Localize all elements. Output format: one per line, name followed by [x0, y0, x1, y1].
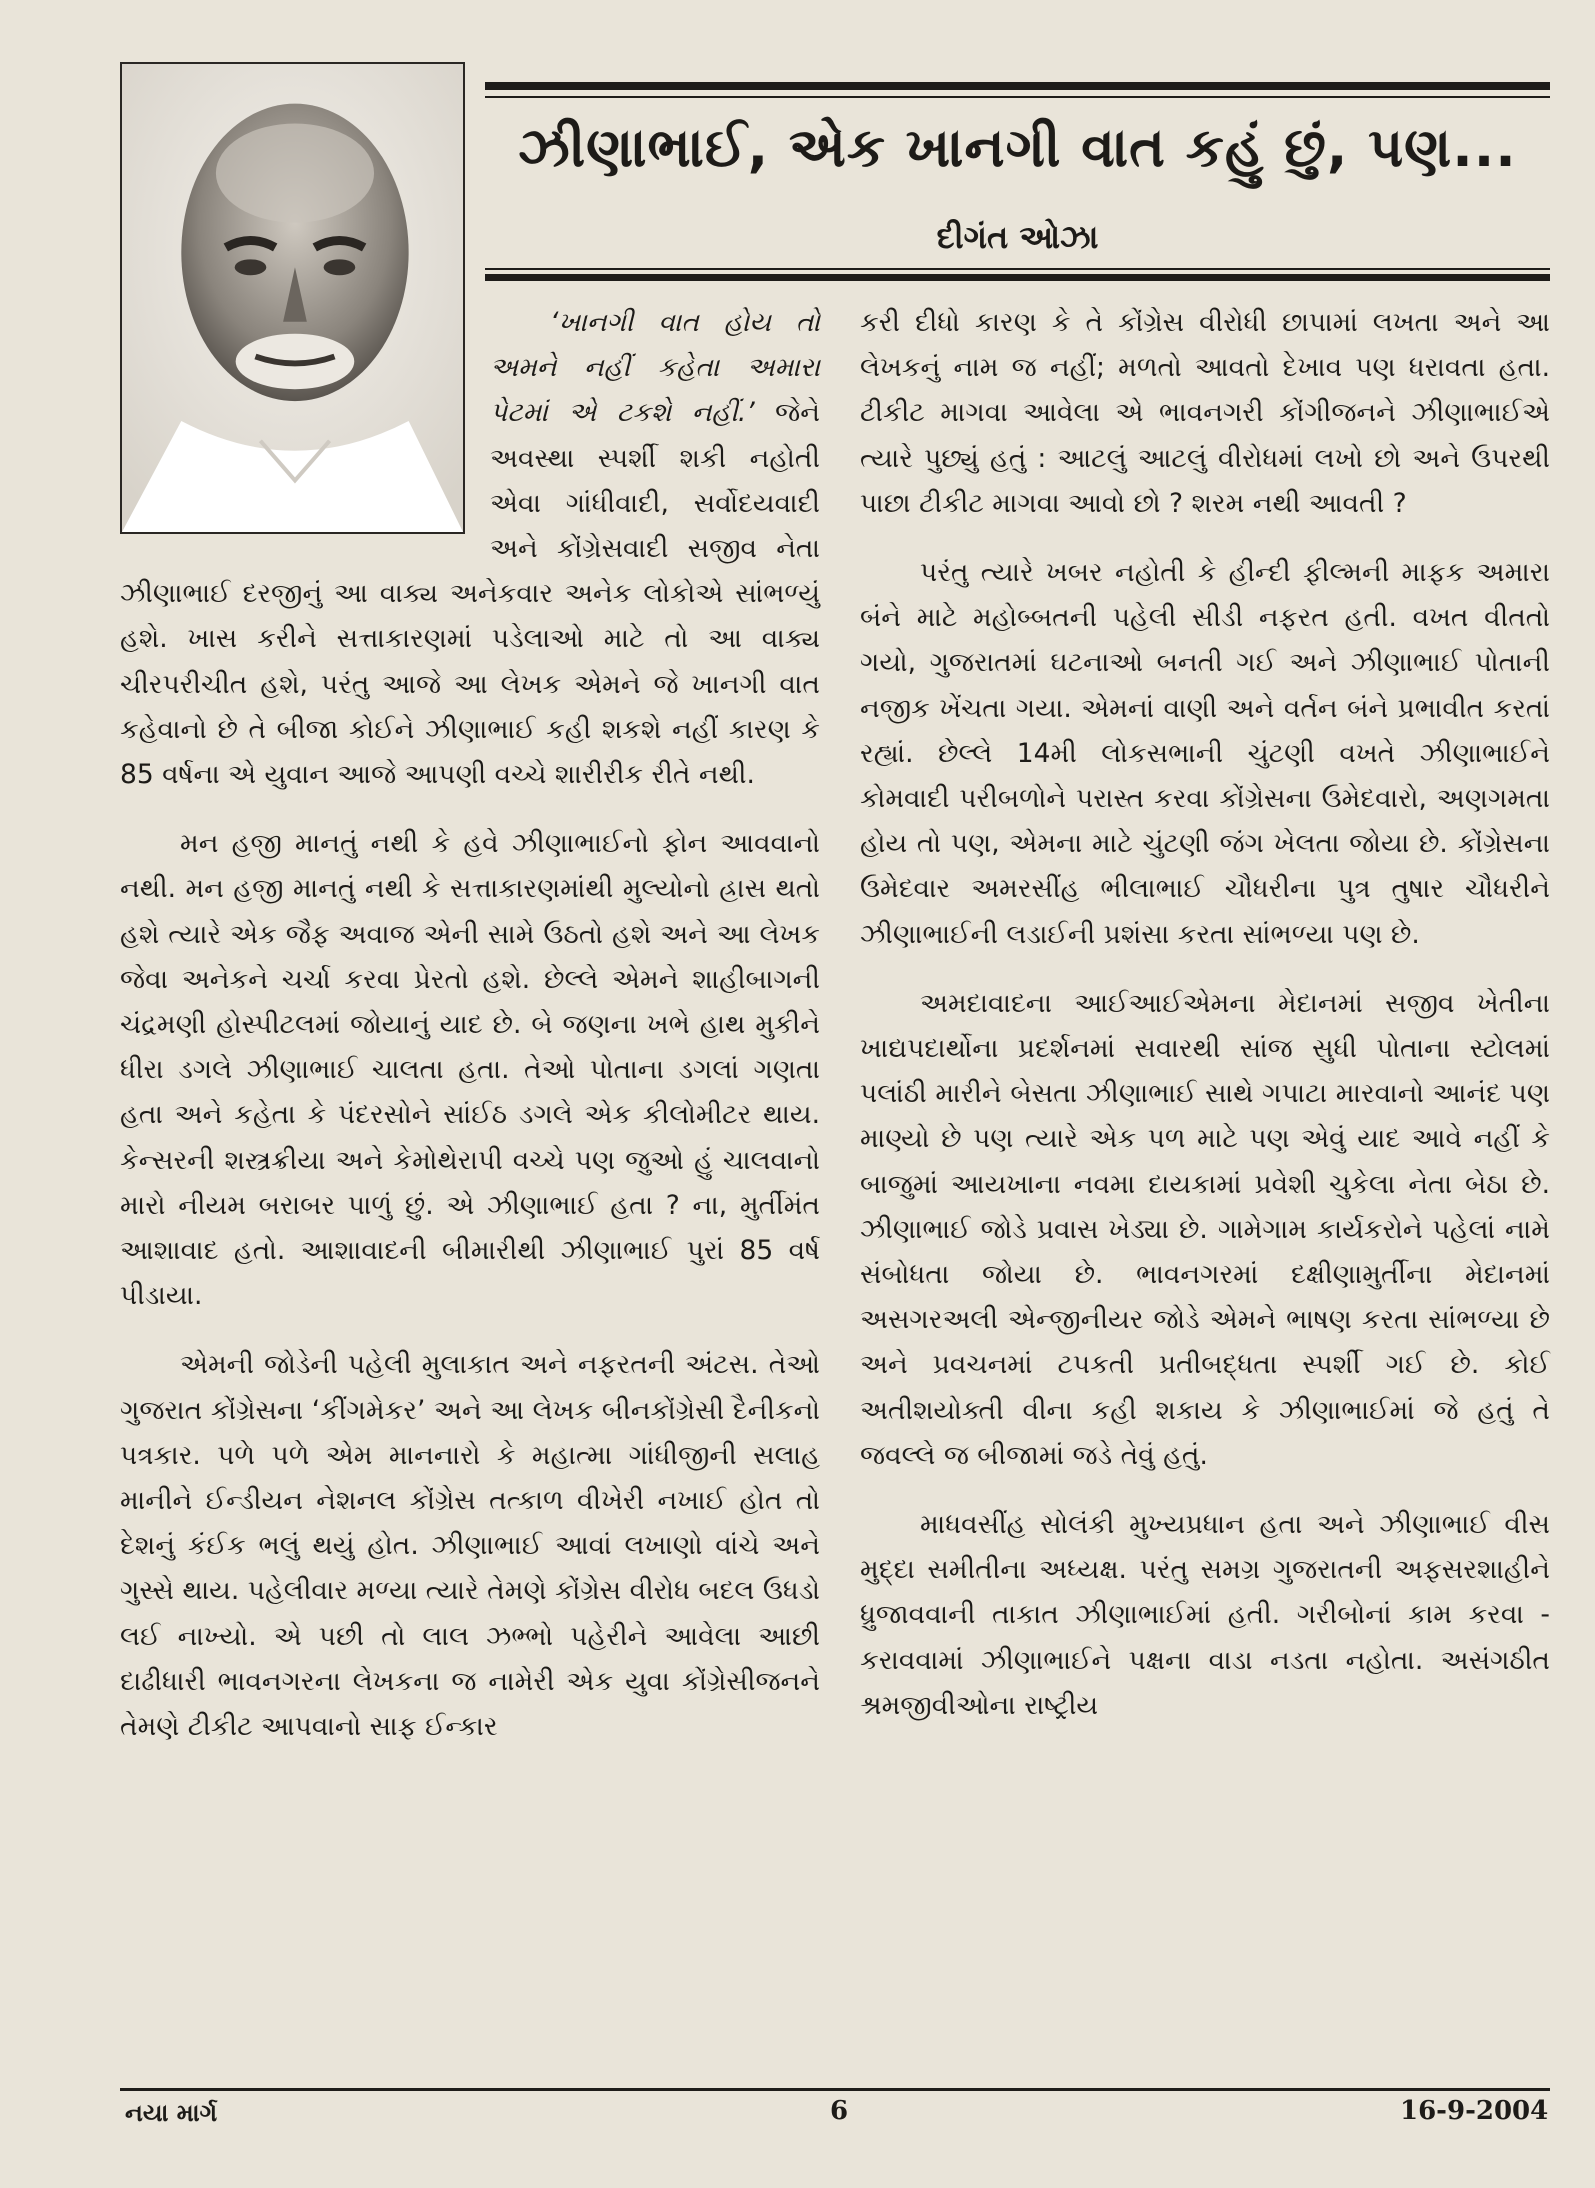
right-paragraph-4: માધવસીંહ સોલંકી મુખ્યપ્રધાન હતા અને ઝીણાભાઈ વીસ મુદ્દા સમીતીના અધ્યક્ષ. પરંતુ સમગ્ર ગુજરાતની અફસરશાહીને ધ્રુજાવવાની તાકાત ઝીણાભાઈમાં હતી. ગરીબોનાં કામ કરવા - કરાવવામાં ઝીણાભાઈને પક્ષના વાડા નડતા નહોતા. અસંગઠીત શ્રમજીવીઓના રાષ્ટ્રીય [860, 1509, 1550, 1721]
footer-rule [120, 2088, 1550, 2091]
photo-float-spacer [120, 300, 490, 560]
left-column [120, 300, 820, 2080]
opening-quote: ‘ખાનગી વાત હોય તો અમને નહીં કહેતા અમારા પેટમાં એ ટકશે નહીં.’ [490, 307, 820, 429]
title-rule-bottom-thin [485, 268, 1550, 270]
title-rule-top-thick [485, 82, 1550, 90]
page-number: 6 [830, 2096, 849, 2126]
left-paragraph-1-text: જેને અવસ્થા સ્પર્શી શકી નહોતી એવા ગાંધીવાદી, સર્વોદયવાદી અને કોંગ્રેસવાદી સજીવ નેતા ઝીણાભાઈ દરજીનું આ વાક્ય અનેકવાર અનેક લોકોએ સાંભળ્યું હશે. ખાસ કરીને સત્તાકારણમાં પડેલાઓ માટે તો આ વાક્ય ચીરપરીચીત હશે, પરંતુ આજે આ લેખક એમને જે ખાનગી વાત કહેવાનો છે તે બીજા કોઈને ઝીણાભાઈ કહી શકશે નહીં કારણ કે 85 વર્ષના એ યુવાન આજે આપણી વચ્ચે શારીરીક રીતે નથી. [120, 397, 820, 791]
article-author: દીગંત ઓઝા [936, 218, 1099, 256]
title-rule-top-thin [485, 96, 1550, 98]
right-column [860, 300, 1550, 2080]
article-title: ઝીણાભાઈ, એક ખાનગી વાત કહું છું, પણ... [518, 116, 1517, 179]
left-paragraph-3: એમની જોડેની પહેલી મુલાકાત અને નફરતની અંટસ. તેઓ ગુજરાત કોંગ્રેસના ‘કીંગમેકર’ અને આ લેખક બીનકોંગ્રેસી દૈનીકનો પત્રકાર. પળે પળે એમ માનનારો કે મહાત્મા ગાંધીજીની સલાહ માનીને ઈન્ડીયન નેશનલ કોંગ્રેસ તત્કાળ વીખેરી નખાઈ હોત તો દેશનું કંઈક ભલું થયું હોત. ઝીણાભાઈ આવાં લખાણો વાંચે અને ગુસ્સે થાય. પહેલીવાર મળ્યા ત્યારે તેમણે કોંગ્રેસ વીરોધ બદલ ઉધડો લઈ નાખ્યો. એ પછી તો લાલ ઝભ્ભો પહેરીને આવેલા આછી દાઢીધારી ભાવનગરના લેખકના જ નામેરી એક યુવા કોંગ્રેસીજનને તેમણે ટીકીટ આપવાનો સાફ ઈન્કાર [120, 1349, 820, 1743]
publication-date: 16-9-2004 [1400, 2096, 1549, 2126]
right-paragraph-2: પરંતુ ત્યારે ખબર નહોતી કે હીન્દી ફીલ્મની માફક અમારા બંને માટે મહોબ્બતની પહેલી સીડી નફરત હતી. વખત વીતતો ગયો, ગુજરાતમાં ઘટનાઓ બનતી ગઈ અને ઝીણાભાઈ પોતાની નજીક ખેંચતા ગયા. એમનાં વાણી અને વર્તન બંને પ્રભાવીત કરતાં રહ્યાં. છેલ્લે 14મી લોકસભાની ચુંટણી વખતે ઝીણાભાઈને કોમવાદી પરીબળોને પરાસ્ત કરવા કોંગ્રેસના ઉમેદવારો, અણગમતા હોય તો પણ, એમના માટે ચુંટણી જંગ ખેલતા જોયા છે. કોંગ્રેસના ઉમેદવાર અમરસીંહ ભીલાભાઈ ચૌધરીના પુત્ર તુષાર ચૌધરીને ઝીણાભાઈની લડાઈની પ્રશંસા કરતા સાંભળ્યા પણ છે. [860, 557, 1550, 950]
left-paragraph-2: મન હજી માનતું નથી કે હવે ઝીણાભાઈનો ફોન આવવાનો નથી. મન હજી માનતું નથી કે સત્તાકારણમાંથી મુલ્યોનો હ્રાસ થતો હશે ત્યારે એક જૈફ અવાજ એની સામે ઉઠતો હશે અને આ લેખક જેવા અનેકને ચર્ચા કરવા પ્રેરતો હશે. છેલ્લે એમને શાહીબાગની ચંદ્રમણી હોસ્પીટલમાં જોયાનું યાદ છે. બે જણના ખભે હાથ મુકીને ધીરા ડગલે ઝીણાભાઈ ચાલતા હતા. તેઓ પોતાના ડગલાં ગણતા હતા અને કહેતા કે પંદરસોને સાંઈઠ ડગલે એક કીલોમીટર થાય. કેન્સરની શસ્ત્રક્રીયા અને કેમોથેરાપી વચ્ચે પણ જુઓ હું ચાલવાનો મારો નીયમ બરાબર પાળું છું. એ ઝીણાભાઈ હતા ? ના, મુર્તીમંત આશાવાદ હતો. આશાવાદની બીમારીથી ઝીણાભાઈ પુરાં 85 વર્ષ પીડાયા. [120, 828, 820, 1312]
publication-name: નયા માર્ગ [125, 2098, 218, 2127]
right-paragraph-1: કરી દીધો કારણ કે તે કોંગ્રેસ વીરોધી છાપામાં લખતા અને આ લેખકનું નામ જ નહીં; મળતો આવતો દેખાવ પણ ધરાવતા હતા. ટીકીટ માગવા આવેલા એ ભાવનગરી કોંગીજનને ઝીણાભાઈએ ત્યારે પુછ્યું હતું : આટલું આટલું વીરોધમાં લખો છો અને ઉપરથી પાછા ટીકીટ માગવા આવો છો ? શરમ નથી આવતી ? [860, 307, 1550, 519]
title-rule-bottom-thick [485, 274, 1550, 281]
right-paragraph-3: અમદાવાદના આઈઆઈએમના મેદાનમાં સજીવ ખેતીના ખાદ્યપદાર્થોના પ્રદર્શનમાં સવારથી સાંજ સુધી પોતાના સ્ટોલમાં પલાંઠી મારીને બેસતા ઝીણાભાઈ સાથે ગપાટા મારવાનો આનંદ પણ માણ્યો છે પણ ત્યારે એક પળ માટે પણ એવું યાદ આવે નહીં કે બાજુમાં આયખાના નવમા દાયકામાં પ્રવેશી ચુકેલા નેતા બેઠા છે. ઝીણાભાઈ જોડે પ્રવાસ ખેડ્યા છે. ગામેગામ કાર્યકરોને પહેલાં નામે સંબોધતા જોયા છે. ભાવનગરમાં દક્ષીણામુર્તીના મેદાનમાં અસગરઅલી એન્જીનીયર જોડે એમને ભાષણ કરતા સાંભળ્યા છે અને પ્રવચનમાં ટપકતી પ્રતીબદ્ધતા સ્પર્શી ગઈ છે. કોઈ અતીશયોક્તી વીના કહી શકાય કે ઝીણાભાઈમાં જે હતું તે જવલ્લે જ બીજામાં જડે તેવું હતું. [860, 987, 1550, 1471]
